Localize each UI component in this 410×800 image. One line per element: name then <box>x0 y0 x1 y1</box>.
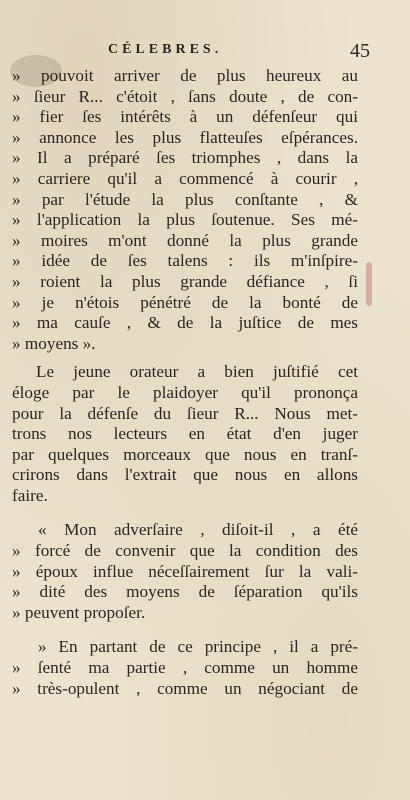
page-header <box>0 40 410 66</box>
text-line: » l'application la plus ſoutenue. Ses mé- <box>12 210 358 230</box>
text-line: » fier ſes intérêts à un défenſeur qui <box>12 107 358 127</box>
paragraph-gap <box>12 354 358 362</box>
text-line: pour la défenſe du ſieur R... Nous met- <box>12 403 358 423</box>
text-line: » moyens ». <box>12 333 96 353</box>
paragraph-gap <box>12 506 358 520</box>
red-stain <box>366 262 372 306</box>
paragraph-2 <box>12 362 358 506</box>
text-line: » ſieur R... c'étoit , ſans doute , de con- <box>12 86 358 106</box>
text-line: » par l'étude la plus conſtante , & <box>12 189 358 209</box>
text-line: » époux influe néceſſairement ſur la vali- <box>12 561 358 581</box>
text-line: » annonce les plus flatteuſes eſpérances. <box>12 127 358 147</box>
text-line: » idée de ſes talens : ils m'inſpire- <box>12 251 358 271</box>
body-text <box>12 66 358 699</box>
paragraph-1 <box>12 66 358 354</box>
running-title: CÉLEBRES. <box>108 42 223 57</box>
text-line: » moires m'ont donné la plus grande <box>12 230 358 250</box>
text-line: éloge par le plaidoyer qu'il prononça <box>12 382 358 402</box>
text-line: crirons dans l'extrait que nous en allons <box>12 465 358 485</box>
text-line: » pouvoit arriver de plus heureux au <box>12 66 358 85</box>
text-line: » Il a préparé ſes triomphes , dans la <box>12 148 358 168</box>
text-line: par quelques morceaux que nous en tranſ- <box>12 444 358 464</box>
paragraph-3 <box>12 520 358 623</box>
text-line: trons nos lecteurs en état d'en juger <box>12 424 358 444</box>
text-line: » En partant de ce principe , il a pré- <box>38 637 358 657</box>
text-line: » très-opulent , comme un négociant de <box>12 678 358 698</box>
text-line: » je n'étois pénétré de la bonté de <box>12 292 358 312</box>
text-line: « Mon adverſaire , diſoit-il , a été <box>38 520 358 540</box>
paragraph-4 <box>12 637 358 699</box>
text-line: » dité des moyens de ſéparation qu'ils <box>12 582 358 602</box>
text-line: Le jeune orateur a bien juſtifié cet <box>36 362 358 382</box>
text-line: » forcé de convenir que la condition des <box>12 541 358 561</box>
text-line: faire. <box>12 485 48 505</box>
text-line: » carriere qu'il a commencé à courir , <box>12 168 358 188</box>
text-line: » peuvent propoſer. <box>12 602 146 622</box>
text-line: » ma cauſe , & de la juſtice de mes <box>12 313 358 333</box>
text-line: » ſenté ma partie , comme un homme <box>12 658 358 678</box>
text-line: » roient la plus grande défiance , ſi <box>12 271 358 291</box>
paragraph-gap <box>12 623 358 637</box>
page-number: 45 <box>350 40 370 62</box>
